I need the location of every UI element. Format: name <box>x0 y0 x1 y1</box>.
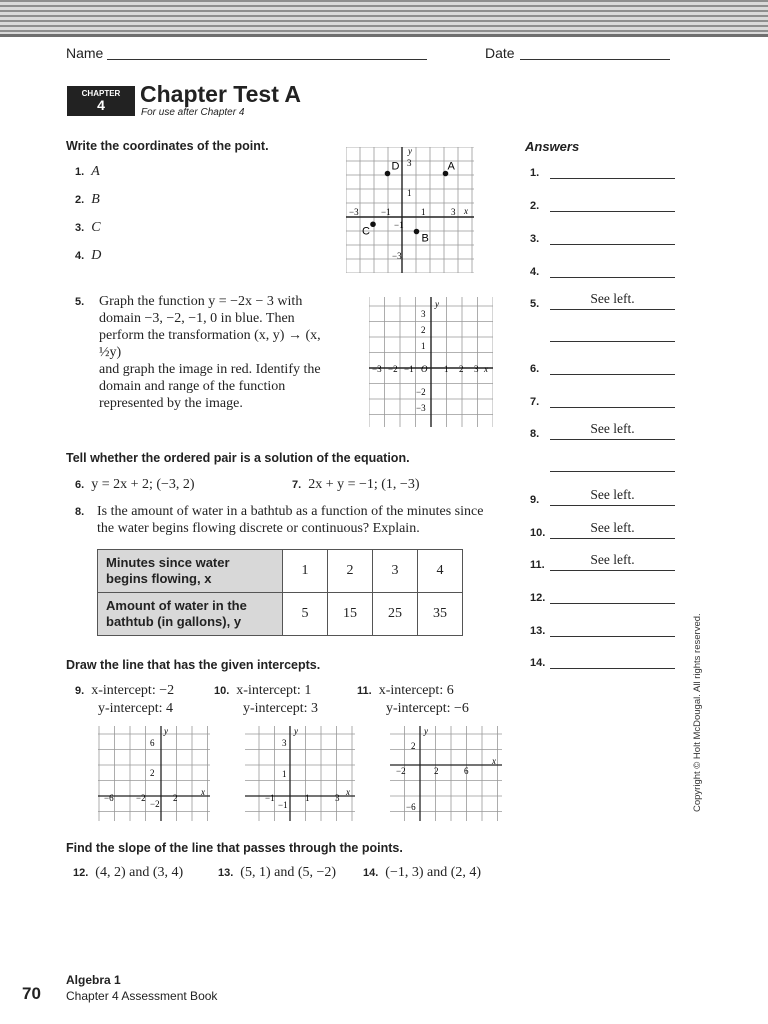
tick-label: 1 <box>407 188 412 198</box>
page-number: 70 <box>22 984 41 1003</box>
x-axis-label: x <box>346 787 350 797</box>
water-table <box>97 549 463 636</box>
tick-label: −1 <box>394 220 404 230</box>
tick-label: −2 <box>388 364 398 374</box>
answer-12[interactable]: 12. <box>530 588 675 604</box>
y-axis-label: y <box>435 299 439 309</box>
page-title: Chapter Test A <box>140 81 302 107</box>
x-axis-label: x <box>484 364 488 374</box>
section-solution: Tell whether the ordered pair is a solution of the equation. <box>66 451 410 465</box>
origin-label: O <box>421 364 428 374</box>
tick-label: 2 <box>411 741 416 751</box>
tick-label: 2 <box>421 325 426 335</box>
tick-label: −6 <box>406 802 416 812</box>
point-label: A <box>447 160 455 173</box>
point-b <box>414 229 420 235</box>
tick-label: 6 <box>464 766 469 776</box>
y-axis-label: y <box>424 726 428 736</box>
header-stripe-bar <box>0 34 768 37</box>
table-cell: 3 <box>373 550 418 593</box>
question-3: 3. C <box>75 220 101 235</box>
tick-label: −3 <box>416 403 426 413</box>
row-header-gallons: Amount of water in the bathtub (in gallons), y <box>98 593 283 636</box>
point-label: B <box>421 232 429 245</box>
page-subtitle: For use after Chapter 4 <box>141 107 245 118</box>
date-label: Date <box>485 45 515 61</box>
row-header-minutes: Minutes since water begins flowing, x <box>98 550 283 593</box>
tick-label: 1 <box>305 793 310 803</box>
answer-9[interactable]: 9. See left. <box>530 490 675 506</box>
y-axis-label: y <box>164 726 168 736</box>
tick-label: 3 <box>421 309 426 319</box>
question-14: 14. (−1, 3) and (2, 4) <box>363 865 482 880</box>
tick-label: 1 <box>282 769 287 779</box>
tick-label: −1 <box>404 364 414 374</box>
answer-14[interactable]: 14. <box>530 653 675 669</box>
tick-label: 2 <box>173 793 178 803</box>
tick-label: 3 <box>407 158 412 168</box>
table-cell: 2 <box>328 550 373 593</box>
x-axis-label: x <box>492 756 496 766</box>
question-7: 7. 2x + y = −1; (1, −3) <box>292 477 420 492</box>
tick-label: 6 <box>150 738 155 748</box>
question-4: 4. D <box>75 248 102 263</box>
answer-8-extra-line[interactable] <box>550 471 675 472</box>
question-6: 6. y = 2x + 2; (−3, 2) <box>75 477 195 492</box>
tick-label: 2 <box>459 364 464 374</box>
answer-6[interactable]: 6. <box>530 359 675 375</box>
point-label: C <box>362 225 370 238</box>
answer-13[interactable]: 13. <box>530 621 675 637</box>
date-field[interactable] <box>520 59 670 60</box>
x-axis-label: x <box>201 787 205 797</box>
section-intercepts: Draw the line that has the given intercepts. <box>66 658 321 672</box>
tick-label: 3 <box>335 793 340 803</box>
question-12: 12. (4, 2) and (3, 4) <box>73 865 184 880</box>
x-axis-label: x <box>464 206 468 216</box>
table-cell: 1 <box>283 550 328 593</box>
table-cell: 15 <box>328 593 373 636</box>
answer-1[interactable]: 1. <box>530 163 675 179</box>
coordinate-graph-9 <box>98 726 210 821</box>
tick-label: 3 <box>451 207 456 217</box>
question-8: 8. Is the amount of water in a bathtub as a function of the minutes since the water begins flowing discrete or continuous? Explain. <box>75 504 484 536</box>
y-axis-label: y <box>408 147 412 156</box>
coordinate-graph-1 <box>346 147 474 273</box>
tick-label: −6 <box>104 793 114 803</box>
question-9: 9. x-intercept: −2 y-intercept: 4 <box>75 683 175 716</box>
table-cell: 35 <box>418 593 463 636</box>
answer-10[interactable]: 10. See left. <box>530 523 675 539</box>
coordinate-graph-11 <box>390 726 502 821</box>
tick-label: −2 <box>416 387 426 397</box>
tick-label: −3 <box>392 251 402 261</box>
answer-7[interactable]: 7. <box>530 392 675 408</box>
answer-4[interactable]: 4. <box>530 262 675 278</box>
tick-label: 2 <box>150 768 155 778</box>
book-title: Algebra 1 <box>66 973 121 987</box>
question-13: 13. (5, 1) and (5, −2) <box>218 865 337 880</box>
coordinate-graph-10 <box>245 726 355 821</box>
tick-label: −2 <box>150 799 160 809</box>
tick-label: 2 <box>434 766 439 776</box>
section-slope: Find the slope of the line that passes through the points. <box>66 841 403 855</box>
chapter-badge <box>67 86 135 116</box>
tick-label: 1 <box>444 364 449 374</box>
answer-11[interactable]: 11. See left. <box>530 555 675 571</box>
chapter-number: 4 <box>97 97 105 113</box>
question-5: 5. Graph the function y = −2x − 3 with domain −3, −2, −1, 0 in blue. Then perform the transformation (x, y) → (x, ½y) and graph the image in red. Identify the domain and range of the function represented by the image. <box>75 294 321 411</box>
tick-label: −3 <box>372 364 382 374</box>
chapter-tag: CHAPTER <box>81 89 121 98</box>
question-10: 10. x-intercept: 1 y-intercept: 3 <box>214 683 319 716</box>
question-11: 11. x-intercept: 6 y-intercept: −6 <box>357 683 469 716</box>
name-field[interactable] <box>107 59 427 60</box>
table-cell: 4 <box>418 550 463 593</box>
answer-3[interactable]: 3. <box>530 229 675 245</box>
table-cell: 25 <box>373 593 418 636</box>
answers-title: Answers <box>525 139 580 154</box>
y-axis-label: y <box>294 726 298 736</box>
coordinate-graph-2 <box>369 297 493 427</box>
point-d <box>385 171 391 177</box>
header-stripes <box>0 0 768 36</box>
tick-label: −1 <box>381 207 391 217</box>
tick-label: 1 <box>421 341 426 351</box>
answer-5-extra-line[interactable] <box>550 341 675 342</box>
answer-8[interactable]: 8. See left. <box>530 424 675 440</box>
answer-2[interactable]: 2. <box>530 196 675 212</box>
tick-label: −2 <box>136 793 146 803</box>
tick-label: −1 <box>265 793 275 803</box>
table-cell: 5 <box>283 593 328 636</box>
copyright-notice: Copyright © Holt McDougal. All rights reserved. <box>692 613 703 812</box>
table-row <box>98 593 463 636</box>
question-1: 1. A <box>75 164 100 179</box>
point-c <box>370 221 376 227</box>
question-2: 2. B <box>75 192 100 207</box>
tick-label: 3 <box>282 738 287 748</box>
tick-label: −3 <box>349 207 359 217</box>
table-row <box>98 550 463 593</box>
answer-5[interactable]: 5. See left. <box>530 294 675 310</box>
book-subtitle: Chapter 4 Assessment Book <box>66 989 218 1003</box>
tick-label: 3 <box>474 364 479 374</box>
tick-label: −1 <box>278 800 288 810</box>
tick-label: 1 <box>421 207 426 217</box>
name-label: Name <box>66 45 104 61</box>
section-coords: Write the coordinates of the point. <box>66 139 269 153</box>
point-label: D <box>391 160 400 173</box>
tick-label: −2 <box>396 766 406 776</box>
